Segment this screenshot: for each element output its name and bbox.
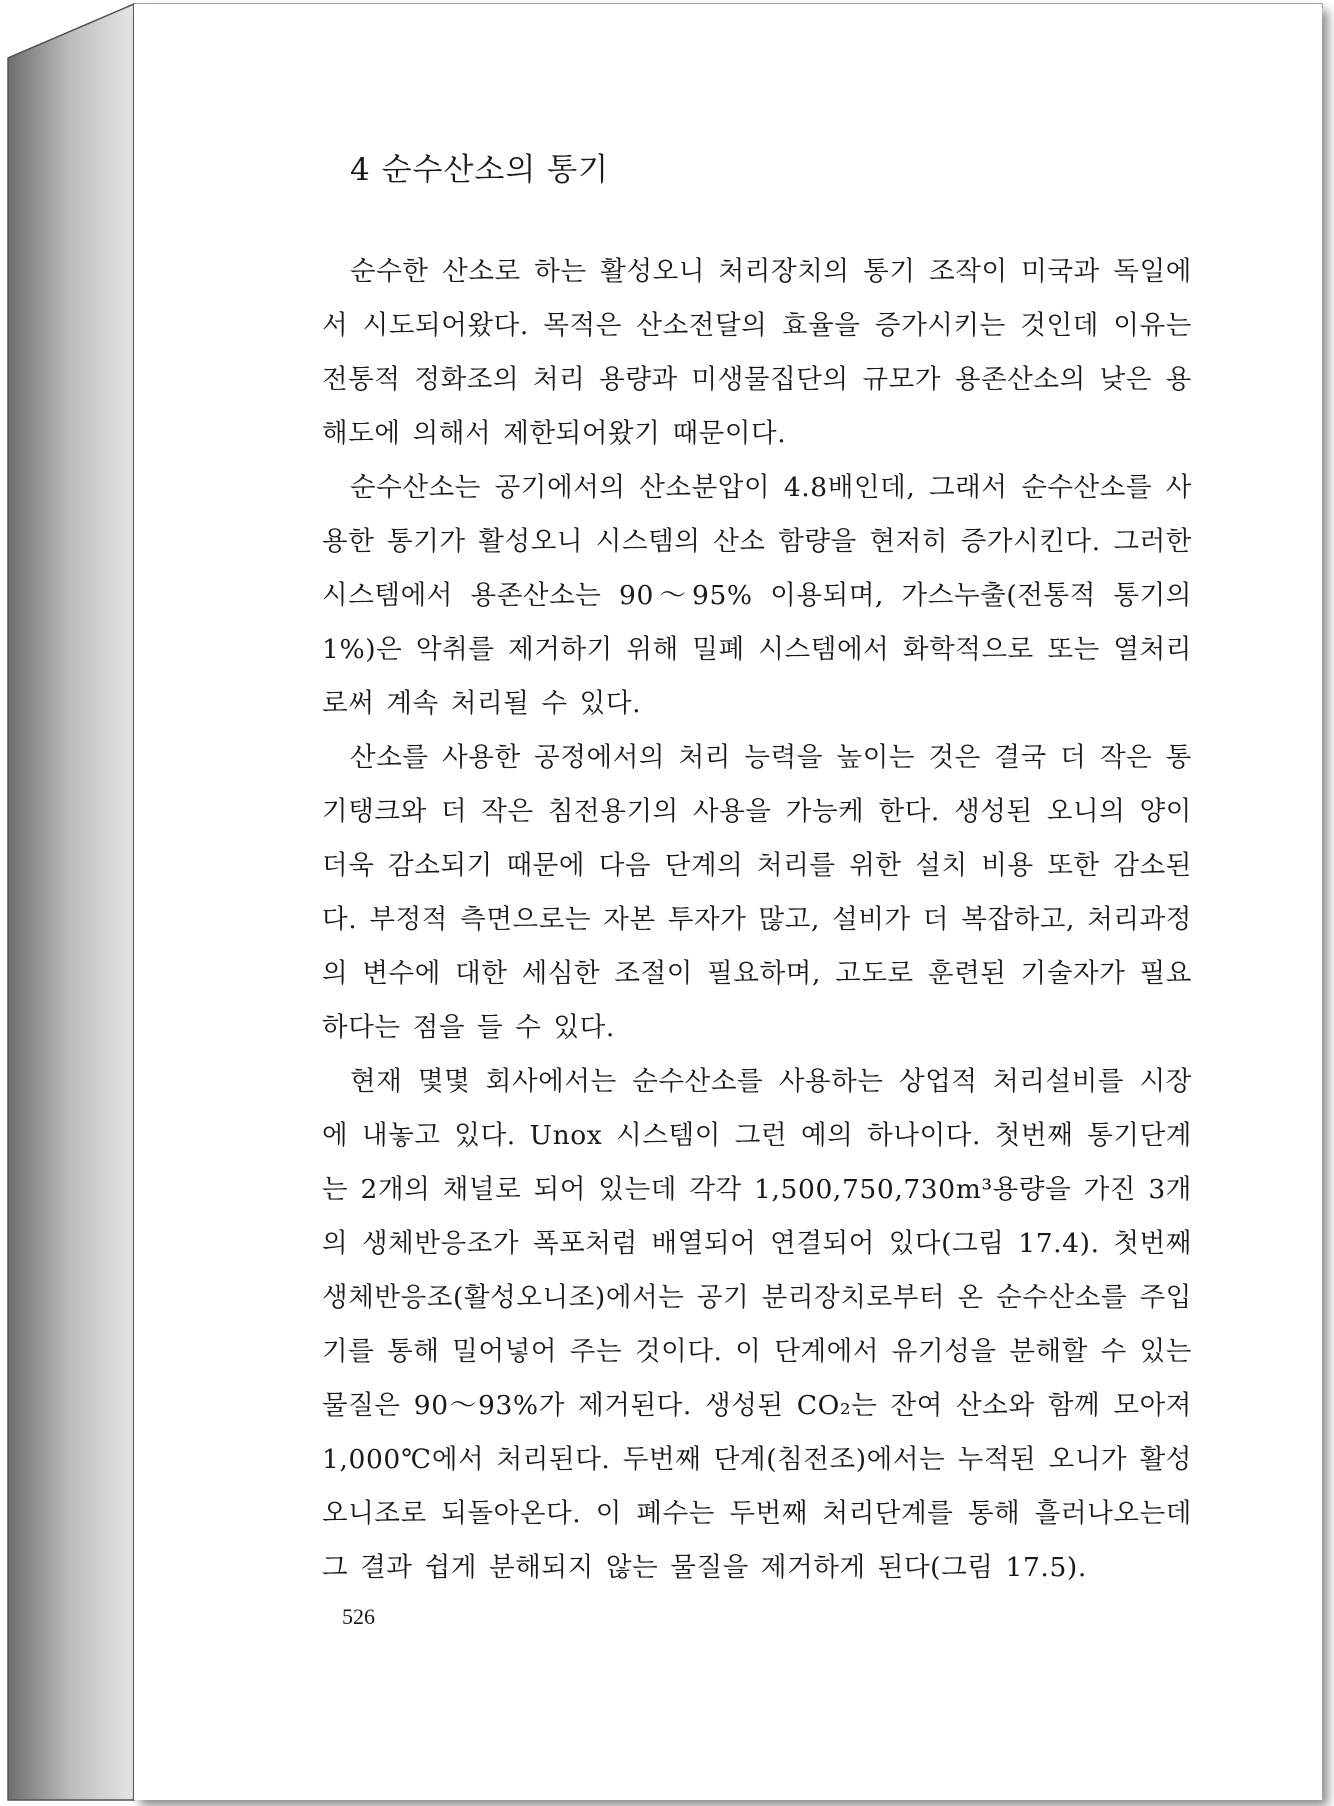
paragraph-1: 순수한 산소로 하는 활성오니 처리장치의 통기 조작이 미국과 독일에서 시도되어왔다. 목적은 산소전달의 효율을 증가시키는 것인데 이유는 전통적 정화조의 처리 용량과 미생물집단의 규모가 용존산소의 낮은 용해도에 의해서 제한되어왔기 때문이다. xyxy=(322,256,1192,450)
paragraph-2: 순수산소는 공기에서의 산소분압이 4.8배인데, 그래서 순수산소를 사용한 통기가 활성오니 시스템의 산소 함량을 현저히 증가시킨다. 그러한 시스템에서 용존산소는 90～95% 이용되며, 가스누출(전통적 통기의 1%)은 악취를 제거하기 위해 밀폐 시스템에서 화학적으로 또는 열처리로써 계속 처리될 수 있다. xyxy=(322,472,1192,720)
paragraph-3: 산소를 사용한 공정에서의 처리 능력을 높이는 것은 결국 더 작은 통기탱크와 더 작은 침전용기의 사용을 가능케 한다. 생성된 오니의 양이 더욱 감소되기 때문에 다음 단계의 처리를 위한 설치 비용 또한 감소된다. 부정적 측면으로는 자본 투자가 많고, 설비가 더 복잡하고, 처리과정의 변수에 대한 세심한 조절이 필요하며, 고도로 훈련된 기술자가 필요하다는 점을 들 수 있다. xyxy=(322,742,1192,1044)
paragraph-4: 현재 몇몇 회사에서는 순수산소를 사용하는 상업적 처리설비를 시장에 내놓고 있다. Unox 시스템이 그런 예의 하나이다. 첫번째 통기단계는 2개의 채널로 되어 있는데 각각 1,500,750,730m³용량을 가진 3개의 생체반응조가 폭포처럼 배열되어 연결되어 있다(그림 17.4). 첫번째 생체반응조(활성오니조)에서는 공기 분리장치로부터 온 순수산소를 주입기를 통해 밀어넣어 주는 것이다. 이 단계에서 유기성을 분해할 수 있는 물질은 90～93%가 제거된다. 생성된 CO₂는 잔여 산소와 함께 모아져 1,000℃에서 처리된다. 두번째 단계(침전조)에서는 누적된 오니가 활성오니조로 되돌아온다. 이 폐수는 두번째 처리단계를 통해 흘러나오는데 그 결과 쉽게 분해되지 않는 물질을 제거하게 된다(그림 17.5). xyxy=(322,1066,1192,1584)
book-page xyxy=(134,4,1322,1800)
section-title: 4 순수산소의 통기 xyxy=(350,152,610,188)
page-content xyxy=(322,152,1192,1595)
page-number: 526 xyxy=(342,1604,375,1629)
